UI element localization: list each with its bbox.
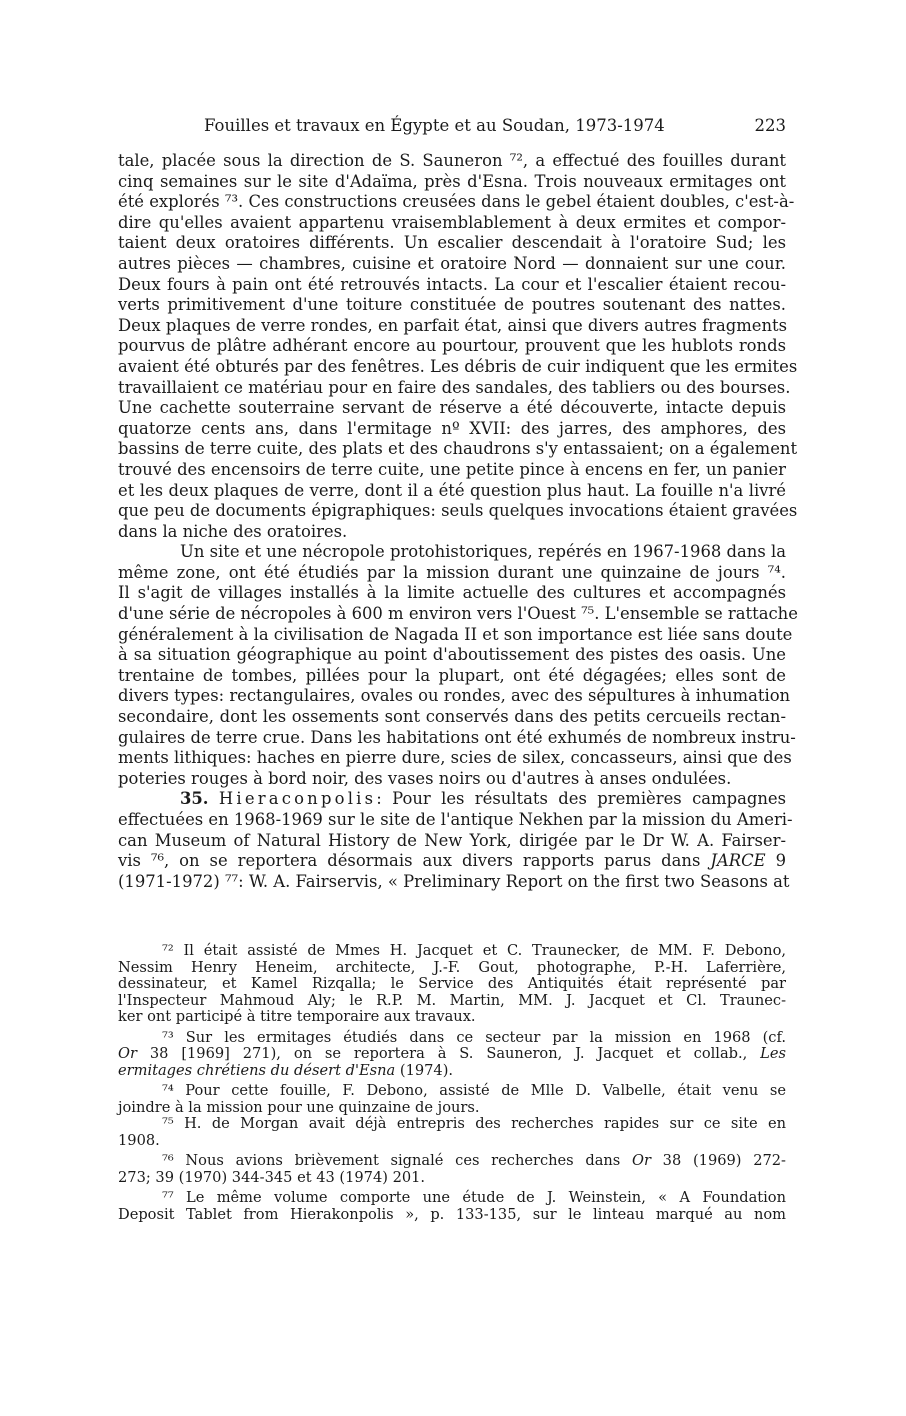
footnote-73-line: ⁷³ Sur les ermitages étudiés dans ce secteur par la mission en 1968 (cf. [162, 1028, 786, 1046]
page-number: 223 [754, 116, 786, 135]
body-line: (1971-1972) ⁷⁷: W. A. Fairservis, « Preliminary Report on the first two Seasons at [118, 871, 790, 891]
footnote-76-line: 273; 39 (1970) 344-345 et 43 (1974) 201. [118, 1168, 426, 1186]
section-heading: Hieraconpolis [218, 789, 377, 809]
body-line [118, 851, 786, 872]
body-line: dans la niche des oratoires. [118, 521, 348, 541]
body-line: effectuées en 1968-1969 sur le site de l'antique Nekhen par la mission du Ameri- [118, 810, 793, 829]
body-line: trouvé des encensoirs de terre cuite, une petite pince à encens en fer, un panier [118, 459, 786, 479]
body-line: Une cachette souterraine servant de réserve a été découverte, intacte depuis [118, 398, 786, 418]
body-line: Deux fours à pain ont été retrouvés intacts. La cour et l'escalier étaient recou- [118, 274, 786, 294]
body-line: avaient été obturés par des fenêtres. Les débris de cuir indiquent que les ermites [118, 356, 798, 376]
footnote-73-line [118, 1046, 786, 1063]
body-line: verts primitivement d'une toiture constituée de poutres soutenant des nattes. [118, 295, 786, 315]
footnote-72-line: dessinateur, et Kamel Rizqalla; le Service des Antiquités était représenté par [118, 975, 786, 992]
body-line: poteries rouges à bord noir, des vases noirs ou d'autres à anses ondulées. [118, 768, 732, 788]
footnote-74-line: joindre à la mission pour une quinzaine de jours. [118, 1098, 480, 1116]
footnote-text-fragment: (1974). [395, 1061, 454, 1079]
section-number: 35. [180, 789, 209, 809]
footnote-text-fragment: 38 [1969] 271), on se reportera à S. Sauneron, J. Jacquet et collab., [136, 1045, 761, 1062]
footnotes [118, 943, 786, 1223]
book-title: ermitages chrétiens du désert d'Esna [118, 1061, 396, 1079]
section-intro-text: : Pour les résultats des premières campagnes [376, 789, 786, 809]
body-line: d'une série de nécropoles à 600 m environ vers l'Ouest ⁷⁵. L'ensemble se rattache [118, 604, 798, 624]
body-line: Deux plaques de verre rondes, en parfait état, ainsi que divers autres fragments [118, 315, 788, 335]
body-line: autres pièces — chambres, cuisine et oratoire Nord — donnaient sur une cour. [118, 253, 786, 273]
body-line: à sa situation géographique au point d'aboutissement des pistes des oasis. Une [118, 645, 786, 665]
body-line: pourvus de plâtre adhérant encore au pourtour, prouvent que les hublots ronds [118, 336, 786, 356]
footnote-text-fragment: ⁷⁶ Nous avions brièvement signalé ces recherches dans [162, 1152, 633, 1169]
body-line: dire qu'elles avaient appartenu vraisemblablement à deux ermites et compor- [118, 212, 786, 232]
footnote-76-line [118, 1153, 786, 1170]
footnote-77-line: Deposit Tablet from Hierakonpolis », p. 133-135, sur le linteau marqué au nom [118, 1205, 786, 1223]
body-line: secondaire, dont les ossements sont conservés dans des petits cercueils rectan- [118, 707, 786, 727]
footnote-75-line: ⁷⁵ H. de Morgan avait déjà entrepris des recherches rapides sur ce site en [162, 1115, 786, 1132]
body-line: taient deux oratoires différents. Un escalier descendait à l'oratoire Sud; les [118, 233, 786, 253]
body-line: que peu de documents épigraphiques: seuls quelques invocations étaient gravées [118, 501, 798, 521]
book-title-start: Les [760, 1045, 786, 1062]
section-heading-line [118, 789, 786, 810]
body-line: can Museum of Natural History de New York, dirigée par le Dr W. A. Fairser- [118, 830, 786, 850]
body-text [118, 151, 798, 892]
body-line: travaillaient ce matériau pour en faire des sandales, des tabliers ou des bourses. [118, 377, 791, 397]
journal-abbrev: Or [632, 1152, 651, 1169]
body-line: Un site et une nécropole protohistoriques, repérés en 1967-1968 dans la [180, 542, 786, 562]
footnote-72-line: Nessim Henry Heneim, architecte, J.-F. Gout, photographe, P.-H. Laferrière, [118, 958, 786, 976]
footnote-72-line: ⁷² Il était assisté de Mmes H. Jacquet et C. Traunecker, de MM. F. Debono, [162, 942, 786, 959]
body-line: et les deux plaques de verre, dont il a été question plus haut. La fouille n'a livré [118, 480, 786, 500]
body-line: trentaine de tombes, pillées pour la plupart, ont été dégagées; elles sont de [118, 665, 786, 685]
body-line: bassins de terre cuite, des plats et des chaudrons s'y entassaient; on a également [118, 439, 798, 459]
footnote-73-line [118, 1063, 786, 1080]
body-line: Il s'agit de villages installés à la limite actuelle des cultures et accompagnés [118, 583, 786, 603]
footnote-77-line: ⁷⁷ Le même volume comporte une étude de J. Weinstein, « A Foundation [162, 1189, 786, 1206]
body-text-fragment: vis ⁷⁶, on se reportera désormais aux divers rapports parus dans [118, 851, 711, 871]
body-line: été explorés ⁷³. Ces constructions creusées dans le gebel étaient doubles, c'est-à- [118, 192, 795, 212]
footnote-text-fragment: 38 (1969) 272- [650, 1152, 786, 1169]
journal-title: JARCE [710, 851, 766, 871]
footnote-72-line: ker ont participé à titre temporaire aux travaux. [118, 1008, 476, 1025]
body-line: généralement à la civilisation de Nagada II et son importance est liée sans doute [118, 624, 793, 644]
body-line: divers types: rectangulaires, ovales ou rondes, avec des sépultures à inhumation [118, 686, 791, 706]
footnote-74-line: ⁷⁴ Pour cette fouille, F. Debono, assisté de Mlle D. Valbelle, était venu se [162, 1082, 786, 1099]
body-line: quatorze cents ans, dans l'ermitage nº XVII: des jarres, des amphores, des [118, 418, 786, 438]
running-head-title: Fouilles et travaux en Égypte et au Soudan, 1973-1974 [204, 116, 665, 135]
journal-abbrev: Or [118, 1045, 137, 1062]
footnote-72-line: l'Inspecteur Mahmoud Aly; le R.P. M. Martin, MM. J. Jacquet et Cl. Traunec- [118, 991, 786, 1009]
body-line: ments lithiques: haches en pierre dure, scies de silex, concasseurs, ainsi que des [118, 748, 792, 768]
body-line: gulaires de terre crue. Dans les habitations ont été exhumés de nombreux instru- [118, 727, 796, 747]
body-line: cinq semaines sur le site d'Adaïma, près d'Esna. Trois nouveaux ermitages ont [118, 171, 786, 191]
body-line: tale, placée sous la direction de S. Sauneron ⁷², a effectué des fouilles durant [118, 151, 786, 170]
body-line: même zone, ont été étudiés par la mission durant une quinzaine de jours ⁷⁴. [118, 562, 786, 582]
footnote-75-line: 1908. [118, 1131, 160, 1149]
body-text-fragment: 9 [765, 851, 786, 871]
